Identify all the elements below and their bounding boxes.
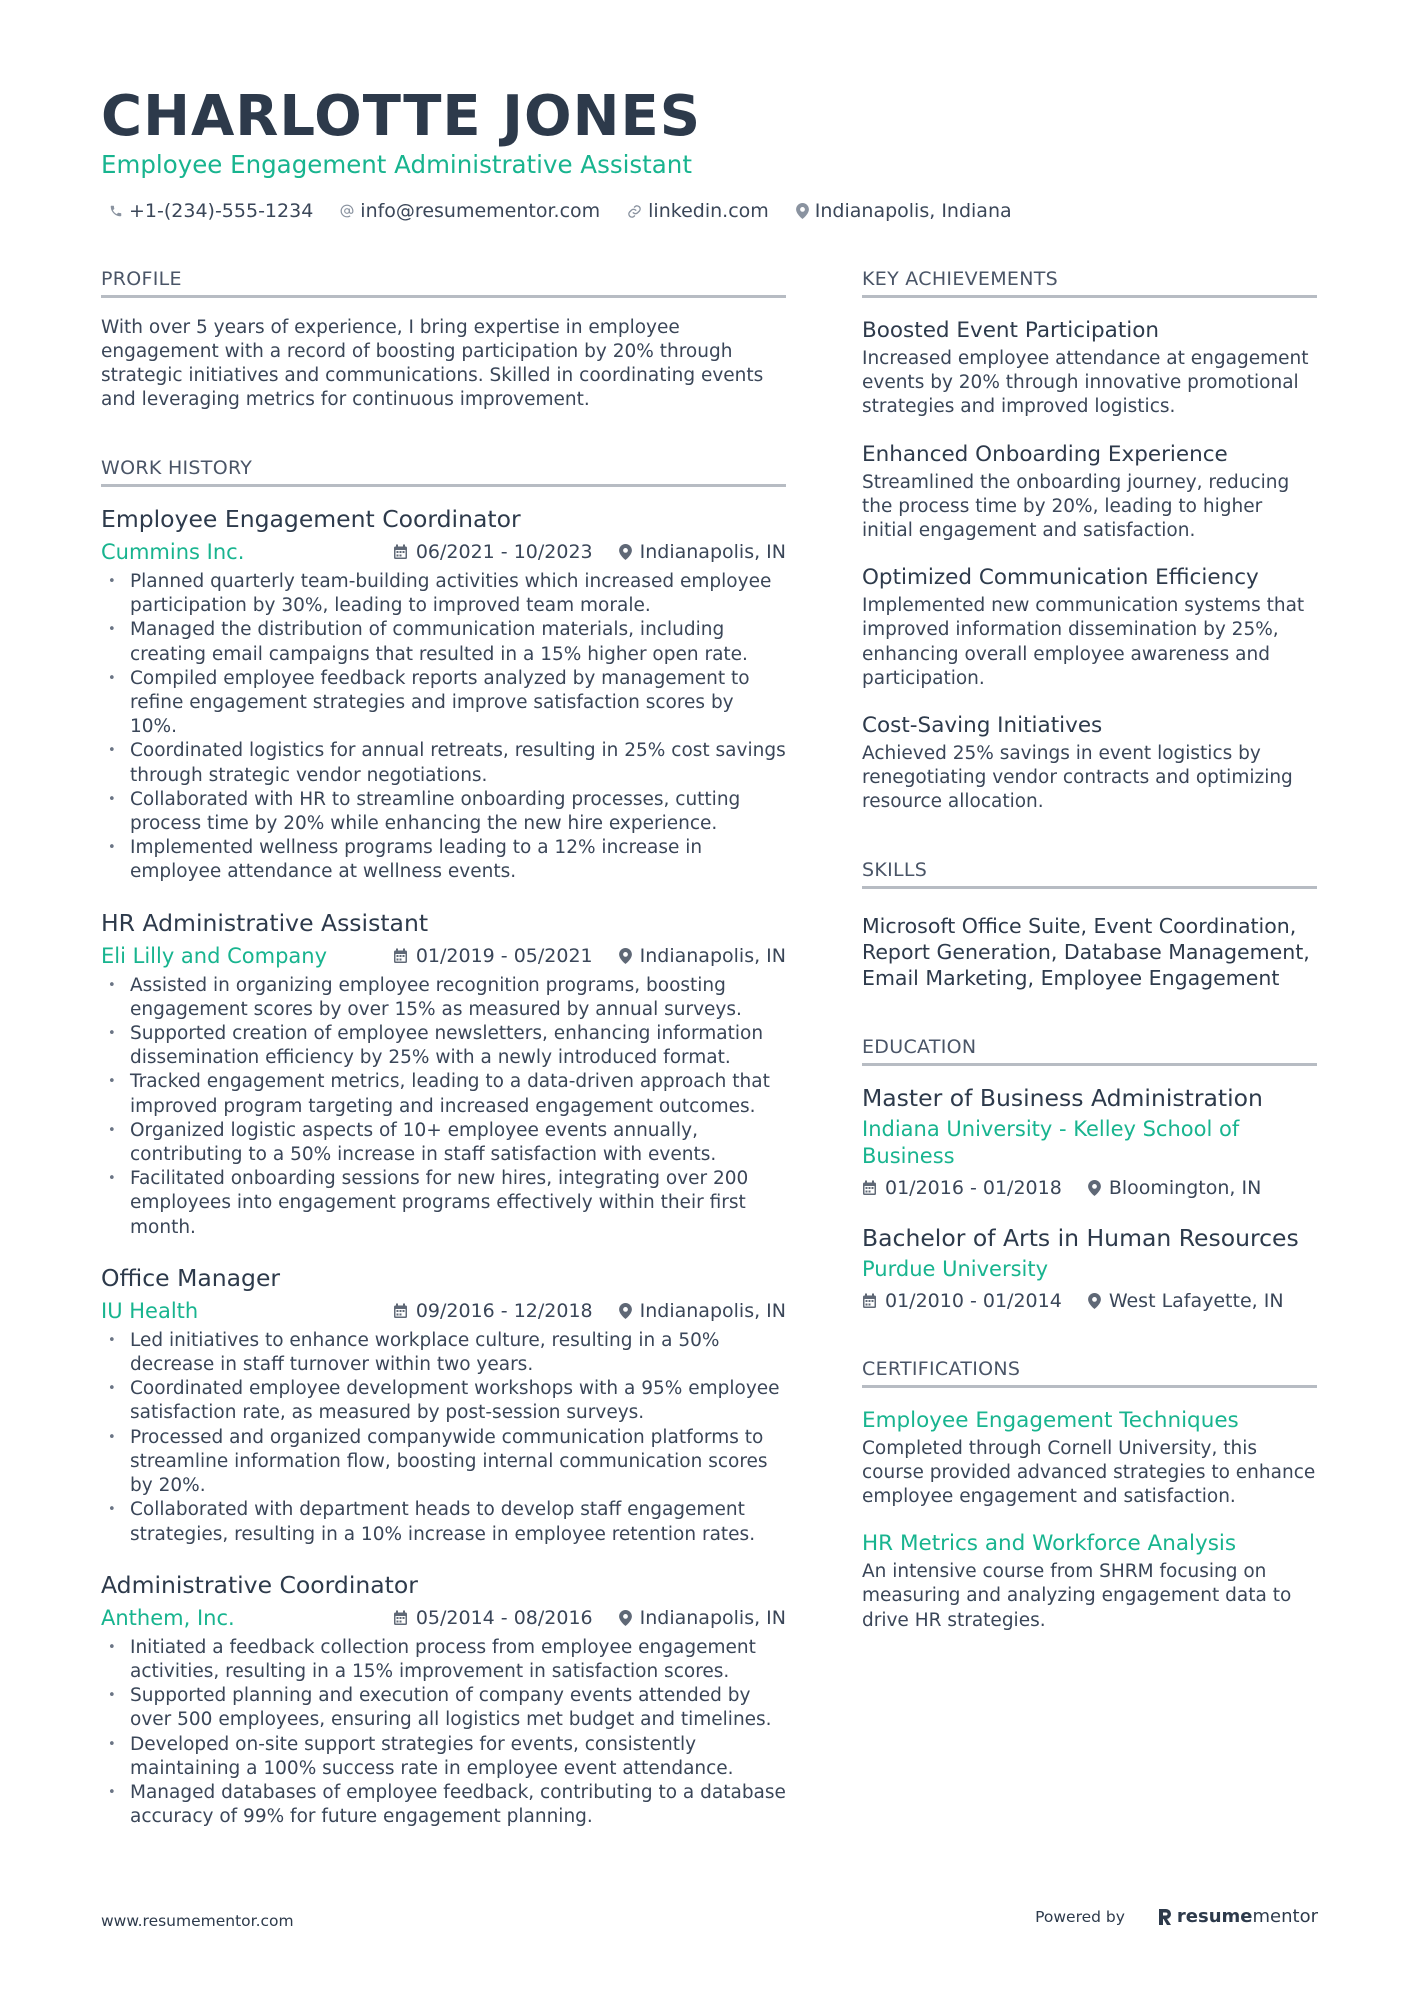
achievement-desc: Implemented new communication systems that improved information dissemination by 25%, enhancing overall employee awareness and participation.: [862, 595, 1305, 689]
achievement-desc: Streamlined the onboarding journey, reducing the process time by 20%, leading to higher initial engagement and satisfaction.: [862, 471, 1290, 542]
job-dates-text: 09/2016 - 12/2018: [415, 1299, 593, 1322]
resumementor-logo-icon: [1157, 1907, 1173, 1927]
job-bullets: [101, 570, 786, 885]
job-meta-right: [393, 945, 786, 967]
contact-linkedin[interactable]: [627, 200, 769, 222]
candidate-title: Employee Engagement Administrative Assistant: [101, 150, 692, 179]
job-location: [619, 541, 786, 563]
job-bullet: • Planned quarterly team-building activities which increased employee participation by 30%, leading to improved team morale.: [101, 570, 786, 618]
certification-title: Employee Engagement Techniques: [862, 1407, 1239, 1433]
job-entry: [101, 503, 786, 885]
certification-item: [862, 1406, 1317, 1510]
job-meta: [101, 1296, 786, 1326]
achievement-desc: Achieved 25% savings in event logistics by renegotiating vendor contracts and optimizing resource allocation.: [862, 743, 1293, 813]
job-title: Administrative Coordinator: [101, 1570, 418, 1599]
job-bullet: • Led initiatives to enhance workplace culture, resulting in a 50% decrease in staff turnover within two years.: [101, 1329, 786, 1377]
job-location: [619, 1607, 786, 1629]
map-pin-icon: [1088, 1293, 1101, 1309]
education-meta: [862, 1289, 1317, 1313]
work-history-list: [101, 503, 786, 1829]
job-title: Office Manager: [101, 1263, 281, 1292]
education-location-text: West Lafayette, IN: [1108, 1289, 1284, 1312]
map-pin-icon: [619, 1303, 632, 1319]
phone-icon: [109, 204, 123, 218]
job-title: Employee Engagement Coordinator: [101, 505, 521, 533]
phone-text: +1-(234)-555-1234: [129, 200, 314, 222]
job-meta: [101, 537, 786, 567]
achievement-desc: Increased employee attendance at engagement events by 20% through innovative promotional strategies and improved logistics.: [862, 348, 1309, 418]
calendar-icon: [393, 1610, 408, 1626]
achievement-title: Optimized Communication Efficiency: [862, 565, 1259, 591]
calendar-icon: [393, 948, 408, 964]
education-dates-text: 01/2016 - 01/2018: [885, 1176, 1062, 1199]
job-dates: [393, 945, 593, 967]
job-bullet: • Initiated a feedback collection process from employee engagement activities, resulting in a 15% improvement in satisfaction scores.: [101, 1636, 786, 1684]
linkedin-text: linkedin.com: [648, 200, 769, 222]
job-bullet: • Managed databases of employee feedback, contributing to a database accuracy of 99% for future engagement planning.: [101, 1781, 786, 1829]
location-text: Indianapolis, Indiana: [814, 200, 1012, 222]
company-name: Eli Lilly and Company: [101, 943, 328, 968]
brand-bold: resume: [1176, 1906, 1253, 1927]
education-location-text: Bloomington, IN: [1108, 1176, 1262, 1199]
calendar-icon: [393, 544, 408, 560]
skills-text: Microsoft Office Suite, Event Coordination, Report Generation, Database Management, Email Marketing, Employee Engagement: [862, 913, 1310, 990]
job-location: [619, 1300, 786, 1322]
job-bullets: [101, 1636, 786, 1830]
map-pin-icon: [1088, 1180, 1101, 1196]
skills-heading: SKILLS: [862, 859, 1317, 889]
job-bullets: [101, 974, 786, 1240]
education-school: Indiana University - Kelley School of Business: [862, 1116, 1240, 1168]
job-bullet: • Collaborated with HR to streamline onboarding processes, cutting process time by 20% while enhancing the new hire experience.: [101, 788, 786, 836]
certification-desc: Completed through Cornell University, this course provided advanced strategies to enhance employee engagement and satisfaction.: [862, 1437, 1316, 1508]
map-pin-icon: [619, 948, 632, 964]
calendar-icon: [862, 1180, 877, 1196]
job-bullet: • Collaborated with department heads to develop staff engagement strategies, resulting in a 10% increase in employee retention rates.: [101, 1498, 786, 1546]
job-meta: [101, 1603, 786, 1633]
company-name: Anthem, Inc.: [101, 1605, 235, 1630]
job-dates-text: 01/2019 - 05/2021: [415, 944, 593, 967]
education-school: Purdue University: [862, 1256, 1049, 1281]
powered-by-text: Powered by: [1035, 1907, 1125, 1926]
job-dates: [393, 1607, 593, 1629]
achievement-item: [862, 316, 1317, 420]
education-degree: Bachelor of Arts in Human Resources: [862, 1223, 1299, 1252]
brand-rest: mentor: [1252, 1906, 1318, 1927]
job-bullet: • Facilitated onboarding sessions for new hires, integrating over 200 employees into engagement programs effectively within their first month.: [101, 1167, 786, 1240]
right-column: [862, 268, 1317, 1633]
company-name: IU Health: [101, 1298, 199, 1323]
work-history-heading: WORK HISTORY: [101, 457, 786, 487]
candidate-name: CHARLOTTE JONES: [101, 84, 702, 149]
at-icon: [340, 204, 354, 218]
job-bullet: • Managed the distribution of communication materials, including creating email campaigns that resulted in a 15% higher open rate.: [101, 618, 786, 666]
job-bullet: • Assisted in organizing employee recognition programs, boosting engagement scores by over 15% as measured by annual surveys.: [101, 974, 786, 1022]
certification-title: HR Metrics and Workforce Analysis: [862, 1531, 1237, 1557]
job-location-text: Indianapolis, IN: [639, 541, 786, 563]
job-location-text: Indianapolis, IN: [639, 1606, 786, 1629]
job-location-text: Indianapolis, IN: [639, 1299, 786, 1322]
job-bullet: • Developed on-site support strategies for events, consistently maintaining a 100% success rate in employee event attendance.: [101, 1733, 786, 1781]
link-icon: [627, 204, 642, 219]
certification-item: [862, 1529, 1317, 1633]
job-meta-right: [393, 541, 786, 563]
job-location: [619, 945, 786, 967]
footer-brand: [1035, 1906, 1318, 1927]
job-bullet: • Processed and organized companywide communication platforms to streamline information flow, boosting internal communication scores by 20%.: [101, 1426, 786, 1499]
education-dates: [862, 1290, 1062, 1312]
job-meta-right: [393, 1607, 786, 1629]
education-location: [1088, 1290, 1284, 1312]
achievement-title: Enhanced Onboarding Experience: [862, 441, 1228, 467]
achievement-item: [862, 563, 1317, 691]
achievement-item: [862, 711, 1317, 815]
calendar-icon: [862, 1293, 877, 1309]
job-meta: [101, 941, 786, 971]
certifications-heading: CERTIFICATIONS: [862, 1358, 1317, 1388]
email-text: info@resumementor.com: [360, 200, 601, 222]
map-pin-icon: [796, 203, 809, 219]
job-dates-text: 06/2021 - 10/2023: [415, 541, 593, 563]
achievement-title: Boosted Event Participation: [862, 318, 1160, 343]
achievements-heading: KEY ACHIEVEMENTS: [862, 268, 1317, 298]
job-bullet: • Tracked engagement metrics, leading to a data-driven approach that improved program targeting and increased engagement outcomes.: [101, 1070, 786, 1118]
job-bullet: • Compiled employee feedback reports analyzed by management to refine engagement strategies and improve satisfaction scores by 10%.: [101, 667, 786, 740]
job-dates: [393, 541, 593, 563]
profile-text: With over 5 years of experience, I bring expertise in employee engagement with a record of boosting participation by 20% through strategic initiatives and communications. Skilled in coordinating events and leveraging metrics for continuous improvement.: [101, 317, 764, 410]
achievement-item: [862, 440, 1317, 544]
certification-desc: An intensive course from SHRM focusing on measuring and analyzing engagement data to drive HR strategies.: [862, 1561, 1292, 1631]
education-degree: Master of Business Administration: [862, 1083, 1263, 1112]
education-dates: [862, 1177, 1062, 1199]
brand-logo[interactable]: [1157, 1906, 1318, 1927]
job-title: HR Administrative Assistant: [101, 908, 429, 937]
job-entry: [101, 907, 786, 1240]
left-column: [101, 268, 786, 1829]
education-list: [862, 1082, 1317, 1313]
calendar-icon: [393, 1303, 408, 1319]
company-name: Cummins Inc.: [101, 540, 245, 564]
education-item: [862, 1222, 1317, 1313]
contact-phone[interactable]: [109, 200, 313, 222]
education-location: [1088, 1177, 1261, 1199]
education-heading: EDUCATION: [862, 1036, 1317, 1066]
certifications-list: [862, 1406, 1317, 1633]
job-bullet: • Coordinated employee development workshops with a 95% employee satisfaction rate, as measured by post-session surveys.: [101, 1377, 786, 1425]
education-item: [862, 1082, 1317, 1200]
job-bullet: • Organized logistic aspects of 10+ employee events annually, contributing to a 50% increase in staff satisfaction with events.: [101, 1119, 786, 1167]
footer-website[interactable]: www.resumementor.com: [101, 1912, 294, 1930]
job-dates: [393, 1300, 593, 1322]
job-bullet: • Coordinated logistics for annual retreats, resulting in 25% cost savings through strategic vendor negotiations.: [101, 739, 786, 787]
map-pin-icon: [619, 1610, 632, 1626]
job-meta-right: [393, 1300, 786, 1322]
job-entry: [101, 1569, 786, 1830]
job-bullet: • Implemented wellness programs leading to a 12% increase in employee attendance at wellness events.: [101, 836, 786, 884]
contact-bar: [109, 200, 1039, 222]
achievement-title: Cost-Saving Initiatives: [862, 713, 1103, 739]
contact-email[interactable]: [340, 200, 600, 222]
job-entry: [101, 1262, 786, 1547]
job-dates-text: 05/2014 - 08/2016: [415, 1606, 593, 1629]
achievements-list: [862, 316, 1317, 815]
job-bullet: • Supported planning and execution of company events attended by over 500 employees, ensuring all logistics met budget and timelines.: [101, 1684, 786, 1732]
job-bullets: [101, 1329, 786, 1547]
contact-location: [796, 200, 1012, 222]
education-dates-text: 01/2010 - 01/2014: [885, 1289, 1062, 1312]
map-pin-icon: [619, 544, 632, 560]
profile-heading: PROFILE: [101, 268, 786, 298]
job-bullet: • Supported creation of employee newsletters, enhancing information dissemination efficiency by 25% with a newly introduced format.: [101, 1022, 786, 1070]
job-location-text: Indianapolis, IN: [639, 944, 786, 967]
education-meta: [862, 1176, 1317, 1200]
